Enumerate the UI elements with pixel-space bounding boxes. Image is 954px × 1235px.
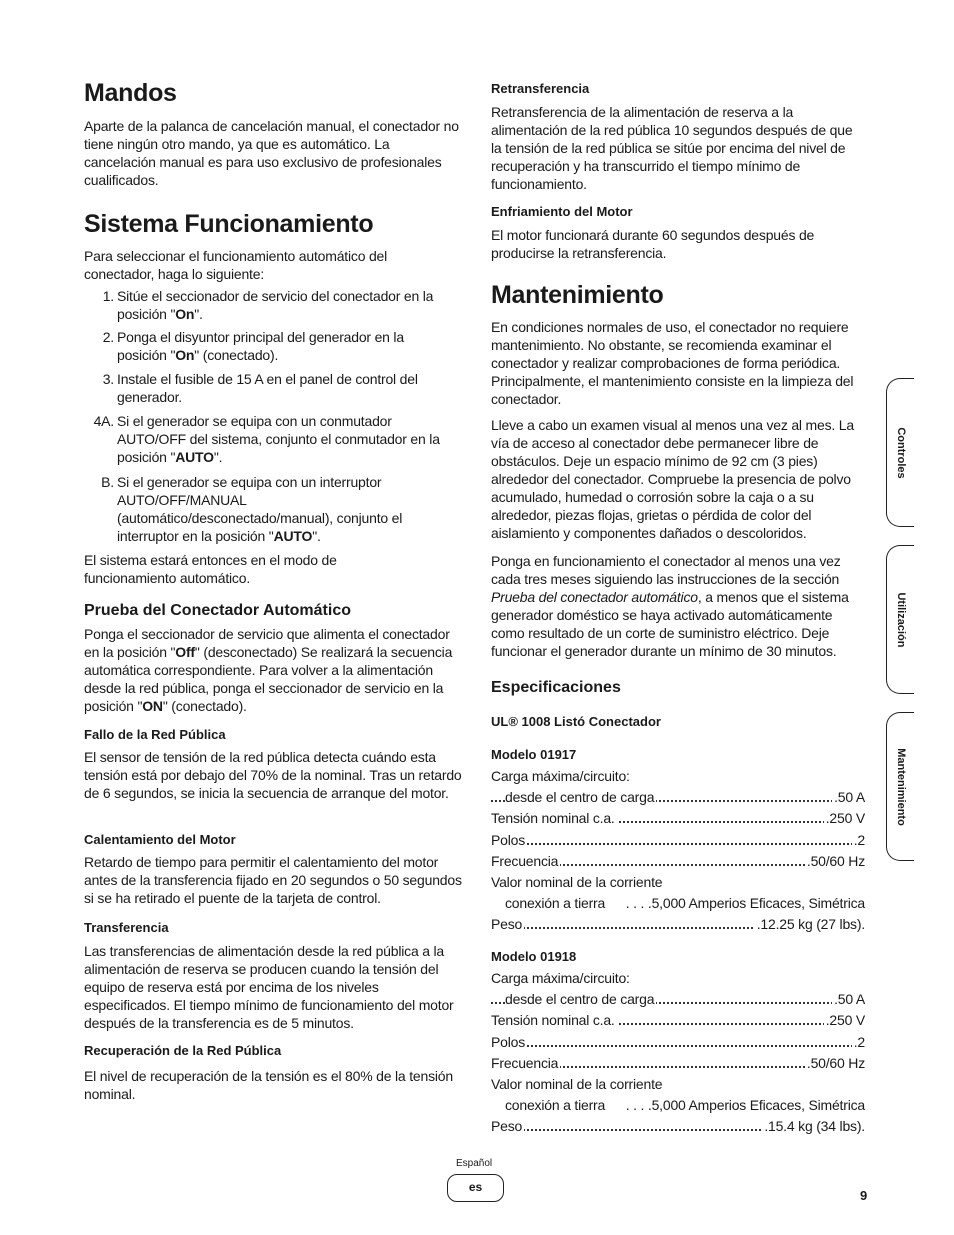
mantenimiento-p1: En condiciones normales de uso, el conectador no requiere mantenimiento. No obstante, se recomienda examinar el conectador y realizar comprobaciones de forma periódica. Principalmente, el mantenimiento consiste en la limpieza del conectador. <box>491 319 854 407</box>
recuperacion-body: El nivel de recuperación de la tensión es el 80% de la tensión nominal. <box>84 1068 453 1102</box>
specs-listing: UL® 1008 Listó Conectador <box>491 714 661 729</box>
mantenimiento-heading: Mantenimiento <box>491 281 664 309</box>
tab-mantenimiento[interactable]: Mantenimiento <box>886 712 914 861</box>
retransferencia-heading: Retransferencia <box>491 81 590 96</box>
model-01918-title: Modelo 01918 <box>491 949 577 964</box>
spec-peso-row: Peso .12.25 kg (27 lbs). <box>491 916 865 932</box>
language-label: Español <box>456 1158 493 1169</box>
enfriamiento-body: El motor funcionará durante 60 segundos después de producirse la retransferencia. <box>491 227 815 261</box>
transferencia-body: Las transferencias de alimentación desde la red pública a la alimentación de reserva se producen cuando la tensión del equipo de reserva está por encima de los niveles especificados. El tiempo mínimo de funcionamiento del motor después de la transferencia es de 5 minutos. <box>84 943 454 1031</box>
spec-carga-row: desde el centro de carga .50 A <box>491 788 865 806</box>
mantenimiento-p2: Lleve a cabo un examen visual al menos una vez al mes. La vía de acceso al conectador debe permanecer libre de obstáculos. Deje un espacio mínimo de 92 cm (3 pies) alrededor del conectador. Compruebe la presencia de polvo acumulado, humedad o corrosión sobre la caja o a su alrededor, piezas flojas, grietas o pérdida de color del aislamiento y componentes dañados o descoloridos. <box>491 417 854 541</box>
spec-tension-row: Tensión nominal c.a. .250 V <box>491 1012 865 1028</box>
spec-frecuencia-row: Frecuencia .50/60 Hz <box>491 853 865 869</box>
spec-conexion-row: conexión a tierra . . . .5,000 Amperios Eficaces, Simétrica <box>505 1097 865 1113</box>
sistema-intro: Para seleccionar el funcionamiento automático del conectador, haga lo siguiente: <box>84 248 388 282</box>
specs-heading: Especificaciones <box>491 679 621 696</box>
tab-utilizacion[interactable]: Utilización <box>886 545 914 694</box>
sistema-outro: El sistema estará entonces en el modo de funcionamiento automático. <box>84 552 337 586</box>
mandos-body: Aparte de la palanca de cancelación manual, el conectador no tiene ningún otro mando, ya que es automático. La cancelación manual es para uso exclusivo de profesionales cualificados. <box>84 118 459 188</box>
fallo-heading: Fallo de la Red Pública <box>84 727 226 742</box>
spec-carga-row: desde el centro de carga .50 A <box>491 990 865 1008</box>
spec-peso-row: Peso .15.4 kg (34 lbs). <box>491 1118 865 1134</box>
model-01917-title: Modelo 01917 <box>491 747 577 762</box>
mantenimiento-p3: Ponga en funcionamiento el conectador al menos una vez cada tres meses siguiendo las instrucciones de la sección Prueba del conectador automático, a menos que el sistema generador doméstico se haya activado automáticamente como resultado de un corte de suministro eléctrico. Deje funcionar el generador durante un mínimo de 30 minutos. <box>491 553 849 659</box>
recuperacion-heading: Recuperación de la Red Pública <box>84 1043 282 1058</box>
fallo-body: El sensor de tensión de la red pública detecta cuándo esta tensión está por debajo del 70% de la nominal. Tras un retardo de 6 segundos, se inicia la secuencia de arranque del motor. <box>84 749 462 801</box>
language-badge[interactable]: es <box>447 1174 504 1202</box>
tab-controles[interactable]: Controles <box>886 378 914 527</box>
enfriamiento-heading: Enfriamiento del Motor <box>491 204 633 219</box>
retransferencia-body: Retransferencia de la alimentación de reserva a la alimentación de la red pública 10 segundos después de que la tensión de la red pública se sitúe por encima del nivel de recuperación y ha transcurrido el tiempo mínimo de funcionamiento. <box>491 104 853 192</box>
spec-frecuencia-row: Frecuencia .50/60 Hz <box>491 1055 865 1071</box>
page-number: 9 <box>860 1188 868 1203</box>
prueba-body: Ponga el seccionador de servicio que alimenta el conectador en la posición "Off" (desconectado) Se realizará la secuencia automática correspondiente. Para volver a la alimentación desde la red pública, ponga el seccionador de servicio en la posición "ON" (conectado). <box>84 626 453 714</box>
calentamiento-body: Retardo de tiempo para permitir el calentamiento del motor antes de la transferencia fijado en 20 segundos o 50 segundos si se ha retirado el puente de la tarjeta de control. <box>84 854 462 906</box>
mandos-heading: Mandos <box>84 79 177 107</box>
spec-polos-row: Polos .2 <box>491 1034 865 1050</box>
prueba-heading: Prueba del Conectador Automático <box>84 602 351 619</box>
spec-conexion-row: conexión a tierra . . . .5,000 Amperios Eficaces, Simétrica <box>505 895 865 911</box>
spec-tension-row: Tensión nominal c.a. .250 V <box>491 810 865 826</box>
transferencia-heading: Transferencia <box>84 920 169 935</box>
calentamiento-heading: Calentamiento del Motor <box>84 832 236 847</box>
spec-polos-row: Polos .2 <box>491 832 865 848</box>
sistema-heading: Sistema Funcionamiento <box>84 210 374 238</box>
